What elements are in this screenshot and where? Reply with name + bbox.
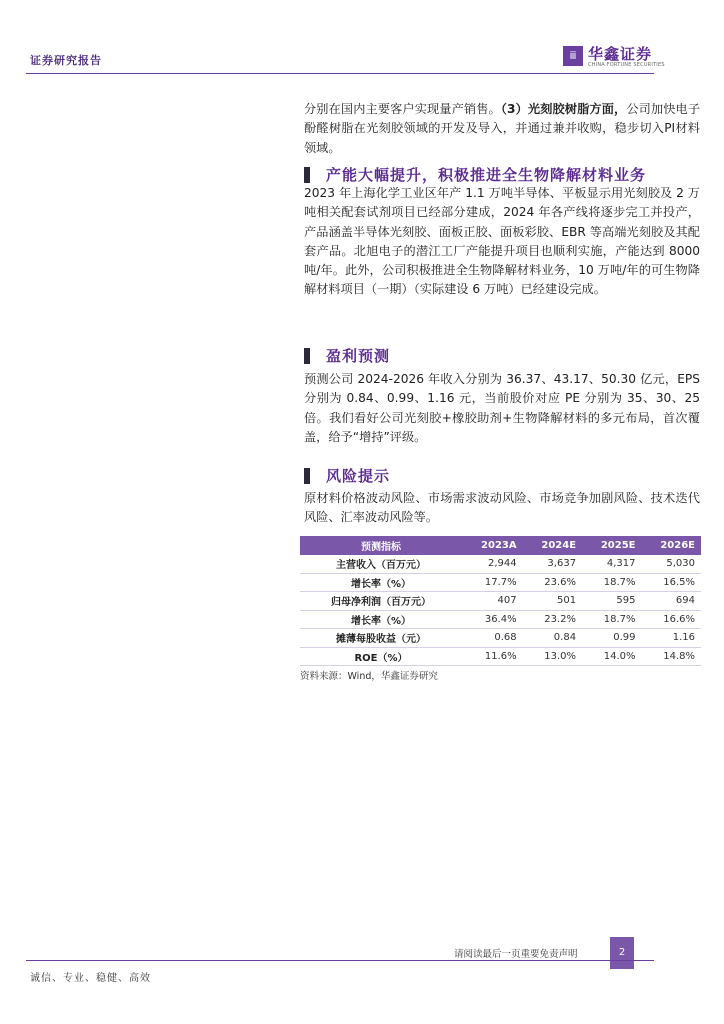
report-header-title: 证券研究报告 <box>30 54 102 67</box>
table-row <box>300 610 701 629</box>
disclaimer-note: 请阅读最后一页重要免责声明 <box>454 949 578 960</box>
table-row <box>300 573 701 592</box>
table-cell: 3,637 <box>523 555 582 573</box>
section-bar <box>304 348 310 364</box>
section-heading-forecast <box>304 345 390 366</box>
table-cell: 4,317 <box>582 555 641 573</box>
table-cell: 16.5% <box>642 573 701 592</box>
section-heading-risk <box>304 465 390 486</box>
table-cell: 2,944 <box>462 555 523 573</box>
logo-name-en: CHINA FORTUNE SECURITIES <box>588 62 665 68</box>
logo-mark-icon: ⅲ <box>563 46 583 66</box>
table-cell: 694 <box>642 592 701 611</box>
table-header-cell: 预测指标 <box>300 536 462 555</box>
row-label: 主营收入（百万元） <box>300 555 462 573</box>
row-label: 增长率（%） <box>300 610 462 629</box>
section-title: 风险提示 <box>326 467 391 485</box>
row-label: 归母净利润（百万元） <box>300 592 462 611</box>
table-header-cell: 2024E <box>523 536 582 555</box>
table-cell: 0.99 <box>582 629 641 648</box>
table-header-row <box>300 536 701 555</box>
table-cell: 1.16 <box>642 629 701 648</box>
table-header-cell: 2026E <box>642 536 701 555</box>
table-cell: 5,030 <box>642 555 701 573</box>
table-cell: 18.7% <box>582 573 641 592</box>
table-row <box>300 592 701 611</box>
row-label: 增长率（%） <box>300 573 462 592</box>
table-cell: 11.6% <box>462 647 523 666</box>
table-source-note: 资料来源：Wind，华鑫证券研究 <box>300 671 438 682</box>
table-row <box>300 629 701 648</box>
page-number: 2 <box>610 937 634 969</box>
section-title: 产能大幅提升，积极推进全生物降解材料业务 <box>326 166 647 184</box>
table-cell: 13.0% <box>523 647 582 666</box>
table-cell: 501 <box>523 592 582 611</box>
table-header-cell: 2025E <box>582 536 641 555</box>
table-header-cell: 2023A <box>462 536 523 555</box>
table-cell: 17.7% <box>462 573 523 592</box>
section-bar <box>304 468 310 484</box>
table-row <box>300 555 701 573</box>
row-label: ROE（%） <box>300 647 462 666</box>
header-divider <box>26 73 654 74</box>
section-body-risk: 原材料价格波动风险、市场需求波动风险、市场竞争加剧风险、技术迭代风险、汇率波动风险等。 <box>304 491 700 525</box>
forecast-table <box>300 536 701 666</box>
logo-name-cn: 华鑫证券 <box>588 45 653 63</box>
footer-divider <box>26 960 654 961</box>
section-body-forecast: 预测公司 2024-2026 年收入分别为 36.37、43.17、50.30 亿元，EPS 分别为 0.84、0.99、1.16 元，当前股价对应 PE 分别为 35、30、25 倍。我们看好公司光刻胶+橡胶助剂+生物降解材料的多元布局，首次覆盖，给予“增持”评级。 <box>304 372 700 444</box>
company-logo <box>563 46 665 69</box>
intro-bold-heading: （3）光刻胶树脂方面， <box>500 102 627 116</box>
table-cell: 595 <box>582 592 641 611</box>
table-cell: 36.4% <box>462 610 523 629</box>
section-bar <box>304 167 310 183</box>
intro-paragraph: 分别在国内主要客户实现量产销售。（3）光刻胶树脂方面，公司加快电子酚醛树脂在光刻胶领域的开发及导入，并通过兼并收购，稳步切入PI材料领域。 <box>304 102 701 155</box>
row-label: 摊薄每股收益（元） <box>300 629 462 648</box>
section-heading-capacity <box>304 164 646 185</box>
table-cell: 23.6% <box>523 573 582 592</box>
table-row <box>300 647 701 666</box>
footer-slogan: 诚信、专业、稳健、高效 <box>30 973 151 984</box>
table-cell: 0.68 <box>462 629 523 648</box>
table-cell: 14.8% <box>642 647 701 666</box>
section-title: 盈利预测 <box>326 347 391 365</box>
table-cell: 14.0% <box>582 647 641 666</box>
table-cell: 16.6% <box>642 610 701 629</box>
table-cell: 18.7% <box>582 610 641 629</box>
table-cell: 23.2% <box>523 610 582 629</box>
table-cell: 407 <box>462 592 523 611</box>
section-body-capacity: 2023 年上海化学工业区年产 1.1 万吨半导体、平板显示用光刻胶及 2 万吨相关配套试剂项目已经部分建成，2024 年各产线将逐步完工并投产，产品涵盖半导体光刻胶、面板正胶、面板彩胶、EBR 等高端光刻胶及其配套产品。北旭电子的潜江工厂产能提升项目也顺利实施，产能达到 8000 吨/年。此外，公司积极推进全生物降解材料业务，10 万吨/年的可生物降解材料项目（一期）（实际建设 6 万吨）已经建设完成。 <box>304 186 700 297</box>
table-cell: 0.84 <box>523 629 582 648</box>
